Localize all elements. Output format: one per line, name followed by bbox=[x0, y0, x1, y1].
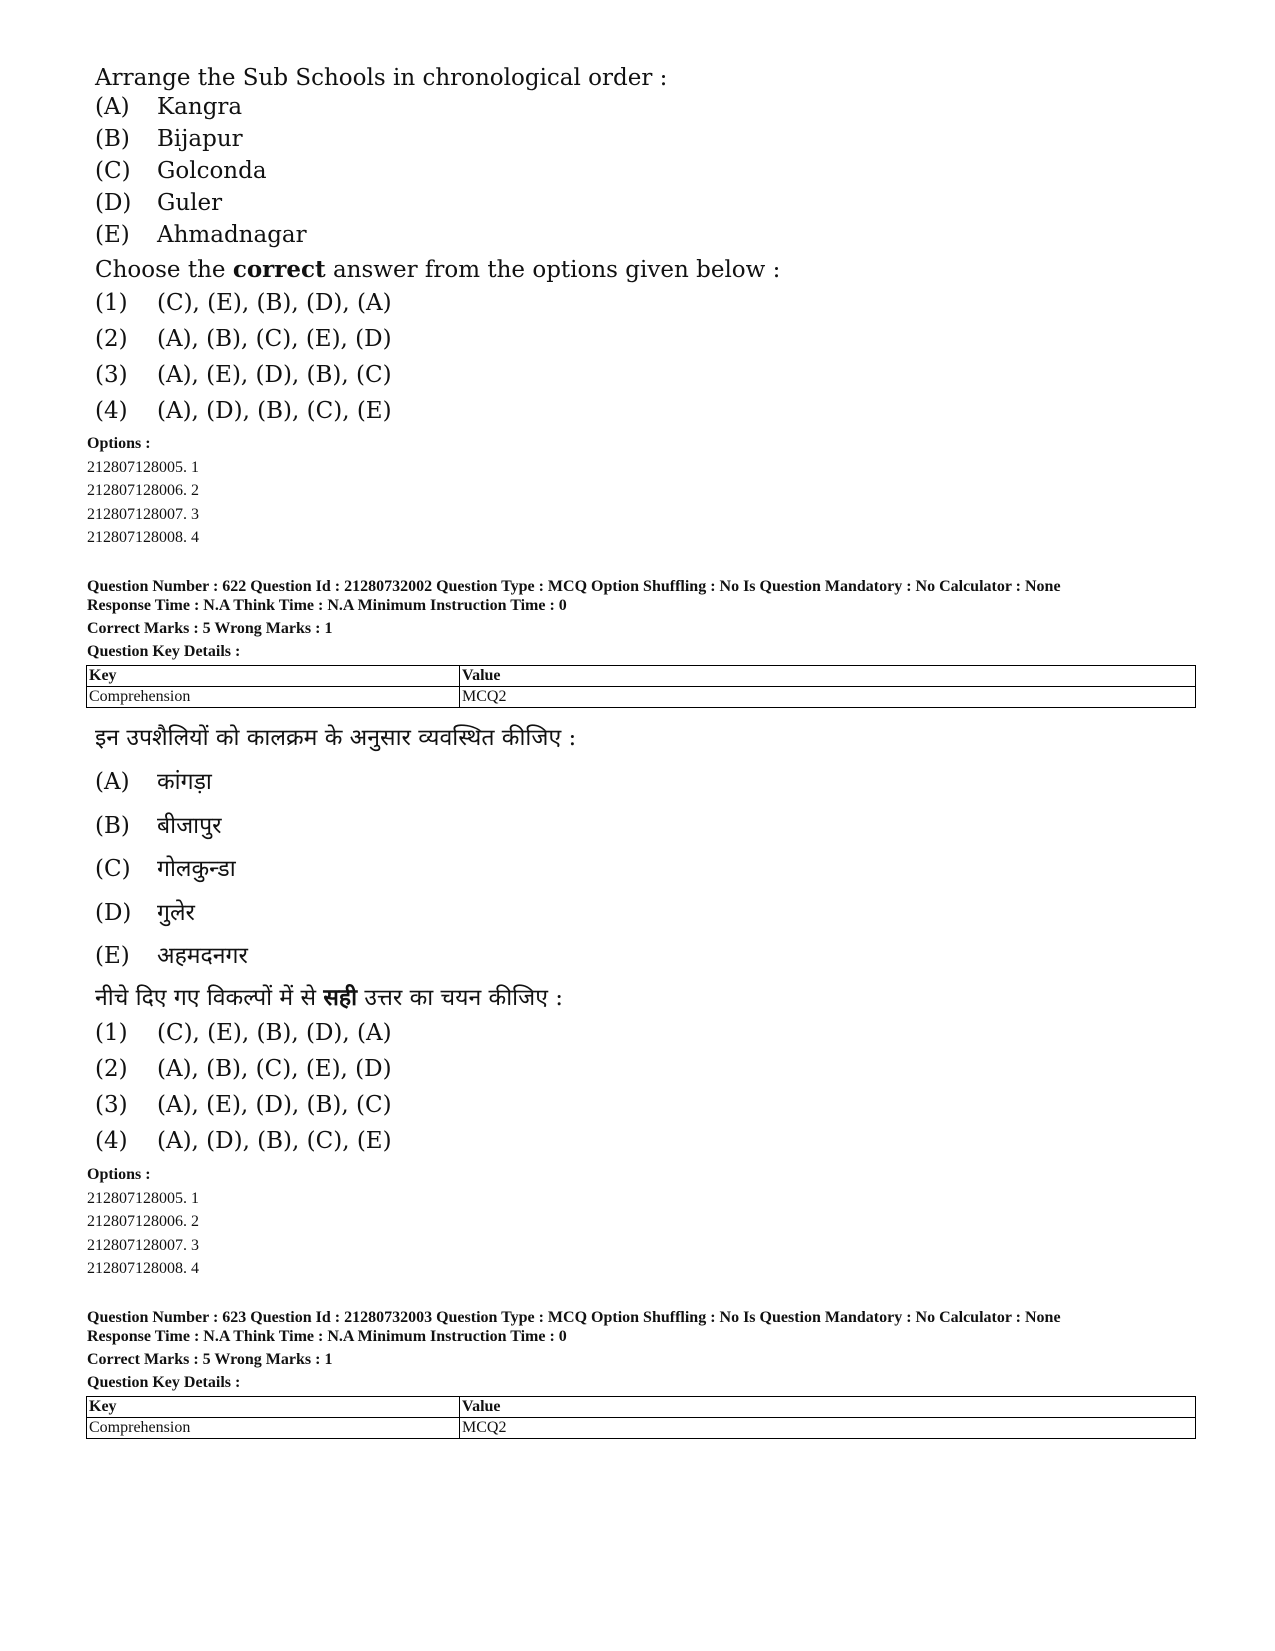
sub-school-item bbox=[95, 808, 1195, 852]
options-heading: Options : bbox=[87, 435, 151, 452]
question-info-line: Question Number : 622 Question Id : 21280732002 Question Type : MCQ Option Shuffling : No Is Question Mandatory : No Calculator : None bbox=[87, 578, 1061, 595]
question-622-body bbox=[95, 722, 1195, 1164]
item-text: Bijapur bbox=[157, 126, 243, 152]
item-text: अहमदनगर bbox=[157, 943, 248, 969]
sub-school-item bbox=[95, 158, 1195, 190]
options-list-622 bbox=[87, 1163, 1197, 1281]
sub-school-item bbox=[95, 895, 1195, 939]
question-621-body bbox=[95, 62, 1195, 434]
answer-text: (A), (D), (B), (C), (E) bbox=[157, 1127, 392, 1154]
item-label: (B) bbox=[95, 126, 130, 152]
item-text: बीजापुर bbox=[157, 812, 222, 839]
answer-label: (3) bbox=[95, 1091, 128, 1118]
answer-label: (1) bbox=[95, 1019, 128, 1046]
options-heading: Options : bbox=[87, 1166, 151, 1183]
option-id: 212807128005. 1 bbox=[87, 458, 199, 476]
answer-choice bbox=[95, 398, 1195, 434]
answer-choice bbox=[95, 326, 1195, 362]
question-key-table-622 bbox=[86, 665, 1196, 708]
table-header-key: Key bbox=[87, 1397, 460, 1418]
answer-text: (C), (E), (B), (D), (A) bbox=[157, 1019, 392, 1046]
question-623-info bbox=[87, 1308, 1227, 1392]
answer-text: (C), (E), (B), (D), (A) bbox=[157, 290, 392, 316]
key-details-heading: Question Key Details : bbox=[87, 1374, 241, 1391]
item-label: (A) bbox=[95, 94, 130, 120]
answer-label: (1) bbox=[95, 290, 128, 316]
item-label: (B) bbox=[95, 812, 130, 839]
table-cell-value: MCQ2 bbox=[460, 1418, 1196, 1439]
answer-label: (4) bbox=[95, 1127, 128, 1154]
sub-school-item bbox=[95, 222, 1195, 254]
question-key-table-623 bbox=[86, 1396, 1196, 1439]
answer-label: (3) bbox=[95, 362, 128, 388]
item-text: Guler bbox=[157, 190, 223, 216]
item-label: (D) bbox=[95, 899, 132, 926]
choose-text-bold: सही bbox=[323, 983, 358, 1011]
choose-text-post: answer from the options given below : bbox=[325, 257, 781, 283]
answer-choice bbox=[95, 1056, 1195, 1092]
options-list-621 bbox=[87, 432, 1197, 550]
answer-choice bbox=[95, 1092, 1195, 1128]
question-timing-line: Response Time : N.A Think Time : N.A Minimum Instruction Time : 0 bbox=[87, 597, 567, 614]
answer-choice bbox=[95, 1128, 1195, 1164]
item-label: (A) bbox=[95, 769, 130, 795]
option-id: 212807128008. 4 bbox=[87, 1260, 199, 1277]
marks-line: Correct Marks : 5 Wrong Marks : 1 bbox=[87, 1351, 333, 1368]
question-timing-line: Response Time : N.A Think Time : N.A Minimum Instruction Time : 0 bbox=[87, 1328, 567, 1345]
sub-school-item bbox=[95, 94, 1195, 126]
option-id: 212807128007. 3 bbox=[87, 1236, 199, 1254]
item-text: Ahmadnagar bbox=[157, 222, 307, 248]
item-text: Kangra bbox=[157, 94, 243, 120]
item-text: गुलेर bbox=[157, 899, 195, 926]
marks-line: Correct Marks : 5 Wrong Marks : 1 bbox=[87, 620, 333, 637]
item-text: Golconda bbox=[157, 158, 267, 184]
sub-school-item bbox=[95, 190, 1195, 222]
question-info-line: Question Number : 623 Question Id : 21280732003 Question Type : MCQ Option Shuffling : No Is Question Mandatory : No Calculator : None bbox=[87, 1309, 1061, 1326]
option-id: 212807128007. 3 bbox=[87, 505, 199, 523]
item-label: (E) bbox=[95, 222, 130, 248]
table-header-key: Key bbox=[87, 666, 460, 687]
answer-text: (A), (E), (D), (B), (C) bbox=[157, 1091, 392, 1118]
table-cell-key: Comprehension bbox=[87, 1418, 460, 1439]
key-details-heading: Question Key Details : bbox=[87, 643, 241, 660]
answer-text: (A), (B), (C), (E), (D) bbox=[157, 326, 392, 352]
answer-label: (2) bbox=[95, 1055, 128, 1082]
item-text: गोलकुन्डा bbox=[157, 856, 236, 882]
sub-school-item bbox=[95, 764, 1195, 808]
option-id: 212807128006. 2 bbox=[87, 1213, 199, 1230]
item-label: (D) bbox=[95, 190, 132, 216]
table-header-value: Value bbox=[460, 1397, 1196, 1418]
choose-text-pre: Choose the bbox=[95, 257, 233, 283]
answer-choice bbox=[95, 362, 1195, 398]
answer-choice bbox=[95, 290, 1195, 326]
item-label: (C) bbox=[95, 856, 131, 882]
option-id: 212807128006. 2 bbox=[87, 482, 199, 499]
choose-text-post: उत्तर का चयन कीजिए : bbox=[357, 984, 563, 1011]
option-id: 212807128005. 1 bbox=[87, 1189, 199, 1207]
choose-instruction bbox=[95, 254, 1195, 286]
answer-label: (2) bbox=[95, 326, 128, 352]
table-cell-key: Comprehension bbox=[87, 687, 460, 708]
choose-instruction bbox=[95, 982, 1195, 1014]
question-prompt: Arrange the Sub Schools in chronological order : bbox=[95, 65, 668, 91]
option-id: 212807128008. 4 bbox=[87, 529, 199, 546]
table-cell-value: MCQ2 bbox=[460, 687, 1196, 708]
question-prompt: इन उपशैलियों को कालक्रम के अनुसार व्यवस्थित कीजिए : bbox=[95, 725, 577, 751]
answer-text: (A), (D), (B), (C), (E) bbox=[157, 398, 392, 424]
answer-choice bbox=[95, 1020, 1195, 1056]
table-header-value: Value bbox=[460, 666, 1196, 687]
item-label: (E) bbox=[95, 943, 130, 969]
sub-school-item bbox=[95, 126, 1195, 158]
sub-school-item bbox=[95, 851, 1195, 895]
item-label: (C) bbox=[95, 158, 131, 184]
question-622-info bbox=[87, 577, 1227, 661]
choose-text-bold: correct bbox=[232, 256, 326, 283]
answer-text: (A), (E), (D), (B), (C) bbox=[157, 362, 392, 388]
answer-text: (A), (B), (C), (E), (D) bbox=[157, 1055, 392, 1082]
choose-text-pre: नीचे दिए गए विकल्पों में से bbox=[95, 984, 324, 1011]
sub-school-item bbox=[95, 938, 1195, 982]
answer-label: (4) bbox=[95, 398, 128, 424]
item-text: कांगड़ा bbox=[157, 769, 212, 795]
